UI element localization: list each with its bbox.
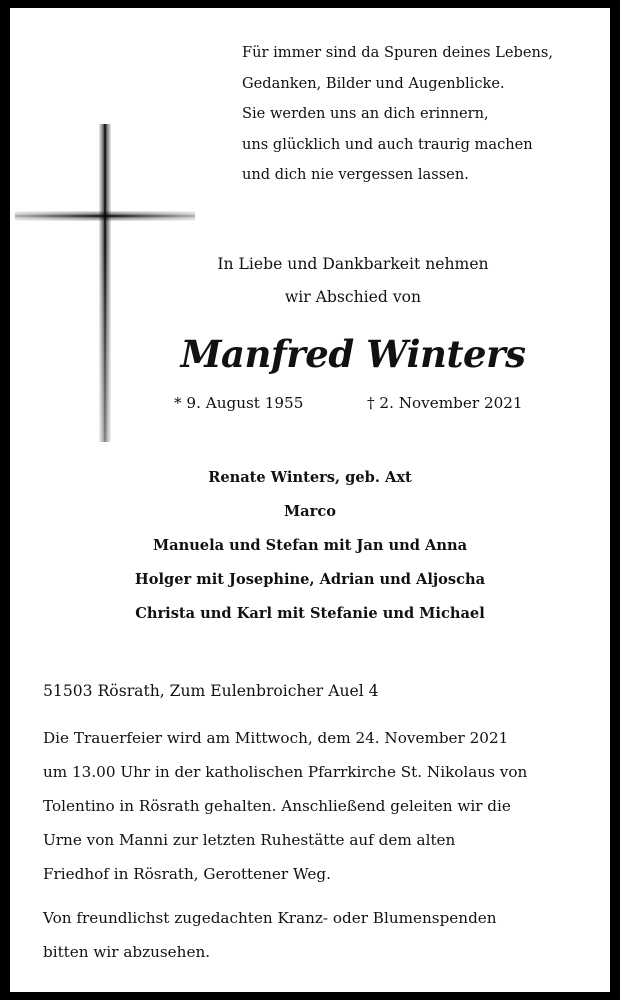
flowers-line: bitten wir abzusehen. xyxy=(43,943,211,961)
poem-line: Gedanken, Bilder und Augenblicke. xyxy=(242,74,505,92)
poem-line: Sie werden uns an dich erinnern, xyxy=(242,105,489,122)
funeral-line: um 13.00 Uhr in der katholischen Pfarrkirche St. Nikolaus von xyxy=(43,763,528,781)
address: 51503 Rösrath, Zum Eulenbroicher Auel 4 xyxy=(43,682,379,700)
funeral-line: Urne von Manni zur letzten Ruhestätte auf dem alten xyxy=(43,831,456,849)
poem-line: uns glücklich und auch traurig machen xyxy=(242,135,533,153)
poem-line: Für immer sind da Spuren deines Lebens, xyxy=(242,44,553,61)
intro-line: wir Abschied von xyxy=(284,288,422,306)
cross-vertical-beam xyxy=(99,124,111,442)
funeral-line: Friedhof in Rösrath, Gerottener Weg. xyxy=(43,865,331,883)
obituary-card xyxy=(10,8,610,992)
family-list xyxy=(10,461,610,631)
cross-horizontal-beam xyxy=(15,211,195,221)
family-member: Christa und Karl mit Stefanie und Michael xyxy=(135,605,485,622)
birth-date: * 9. August 1955 xyxy=(174,394,304,412)
intro-line: In Liebe und Dankbarkeit nehmen xyxy=(217,255,489,273)
flowers-paragraph xyxy=(43,901,583,969)
deceased-name: Manfred Winters xyxy=(180,332,526,376)
family-member: Renate Winters, geb. Axt xyxy=(208,469,412,486)
poem xyxy=(242,38,553,191)
intro-text xyxy=(160,248,546,314)
funeral-line: Tolentino in Rösrath gehalten. Anschließend geleiten wir die xyxy=(43,797,511,815)
family-member: Marco xyxy=(284,503,336,520)
poem-line: und dich nie vergessen lassen. xyxy=(242,166,469,183)
death-date: † 2. November 2021 xyxy=(367,394,523,412)
funeral-line: Die Trauerfeier wird am Mittwoch, dem 24. November 2021 xyxy=(43,729,509,747)
funeral-paragraph xyxy=(43,721,583,891)
family-member: Holger mit Josephine, Adrian und Aljoscha xyxy=(134,571,486,588)
flowers-line: Von freundlichst zugedachten Kranz- oder Blumenspenden xyxy=(43,909,497,927)
family-member: Manuela und Stefan mit Jan und Anna xyxy=(152,537,468,554)
